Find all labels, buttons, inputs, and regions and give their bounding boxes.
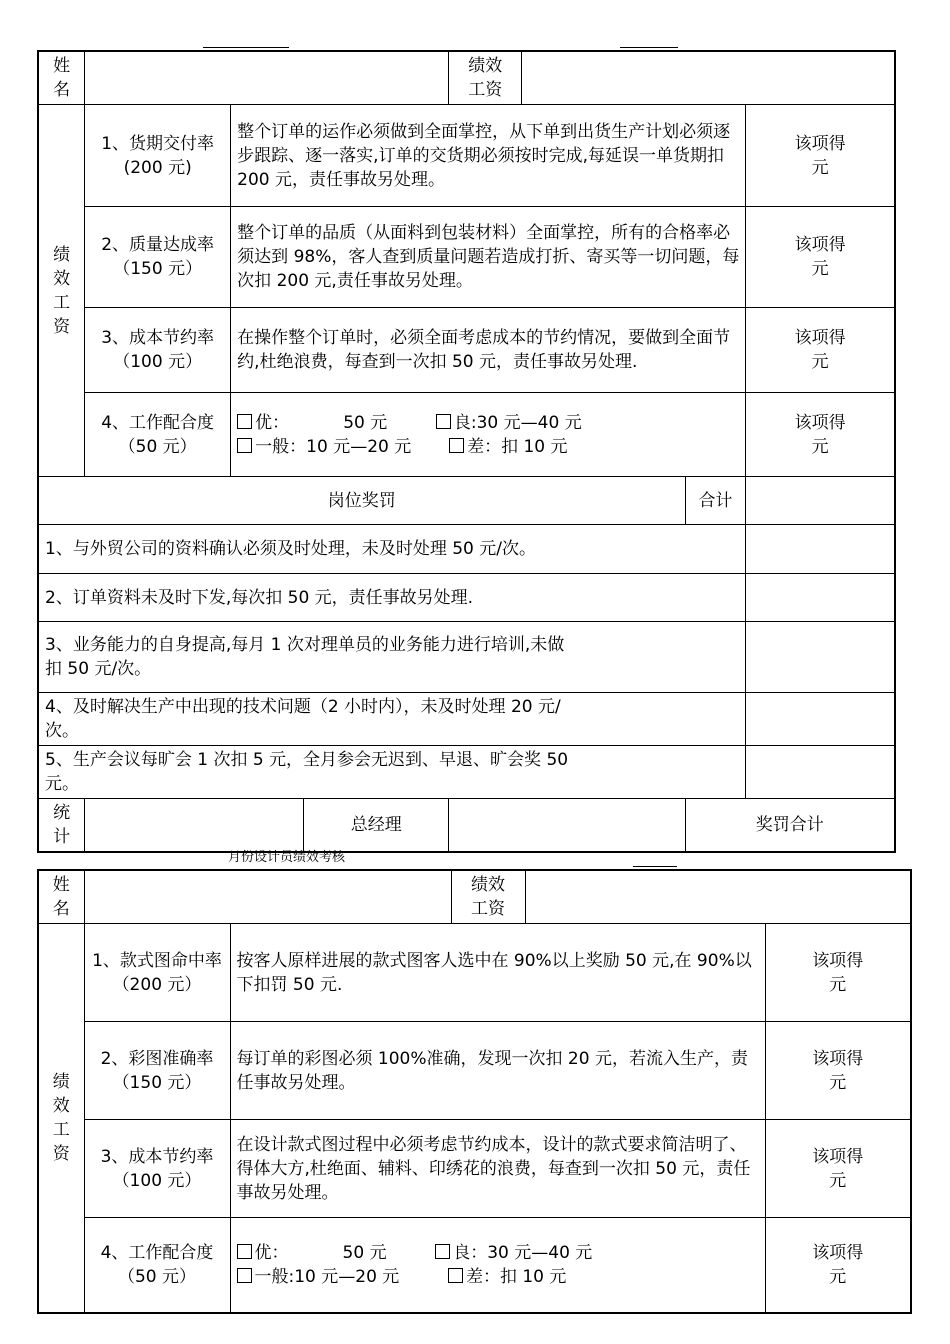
reward-penalty-label: 岗位奖罚 bbox=[38, 477, 685, 525]
item-designer-cooperation-score[interactable]: 该项得 元 bbox=[765, 1218, 911, 1313]
rule-2-value[interactable] bbox=[746, 574, 895, 622]
designer-option-fair: 一般:10 元—20 元 bbox=[254, 1266, 400, 1287]
item-delivery-rate-score[interactable]: 该项得 元 bbox=[746, 105, 895, 207]
designer-option-poor: 差：扣 10 元 bbox=[465, 1266, 567, 1287]
general-manager-label: 总经理 bbox=[304, 799, 449, 853]
rule-4: 4、及时解决生产中出现的技术问题（2 小时内），未及时处理 20 元/ 次。 bbox=[38, 693, 746, 746]
item-cost-saving-rate: 3、成本节约率（100 元） bbox=[85, 308, 231, 393]
designer-pay-label: 绩效 工资 bbox=[451, 870, 525, 924]
rule-3-value[interactable] bbox=[746, 622, 895, 693]
reward-total-label: 奖罚合计 bbox=[685, 799, 895, 853]
mid-rule bbox=[633, 866, 677, 867]
designer-name-label: 姓 名 bbox=[38, 870, 84, 924]
designer-pay-value-cell[interactable] bbox=[525, 870, 911, 924]
performance-pay-label: 绩效 工资 bbox=[449, 51, 522, 105]
designer-checkbox-poor[interactable] bbox=[448, 1268, 463, 1283]
top-rule-left bbox=[203, 47, 289, 48]
item-color-accuracy-desc: 每订单的彩图必须 100%准确，发现一次扣 20 元，若流入生产，责任事故另处理。 bbox=[230, 1022, 765, 1120]
designer-assessment-table bbox=[37, 869, 912, 1314]
item-delivery-rate-desc: 整个订单的运作必须做到全面掌控，从下单到出货生产计划必须逐步跟踪、逐一落实,订单的交货期必须按时完成,每延误一单货期扣 200 元，责任事故另处理。 bbox=[231, 105, 746, 207]
rule-1-value[interactable] bbox=[746, 525, 895, 574]
option-poor: 差：扣 10 元 bbox=[467, 436, 568, 457]
item-style-hit-rate-desc: 按客人原样进展的款式图客人选中在 90%以上奖励 50 元,在 90%以下扣罚 50 元. bbox=[230, 924, 765, 1022]
name-label: 姓 名 bbox=[38, 51, 85, 105]
item-quality-rate: 2、质量达成率（150 元） bbox=[85, 207, 231, 308]
option-fair: 一般：10 元—20 元 bbox=[255, 436, 412, 457]
performance-section-label: 绩 效 工 资 bbox=[38, 105, 85, 477]
rule-5-value[interactable] bbox=[746, 746, 895, 799]
item-cooperation-score[interactable]: 该项得 元 bbox=[746, 393, 895, 477]
checkbox-fair[interactable] bbox=[237, 438, 252, 453]
designer-option-excellent: 优： 50 元 bbox=[254, 1242, 387, 1263]
item-quality-rate-score[interactable]: 该项得 元 bbox=[746, 207, 895, 308]
designer-checkbox-fair[interactable] bbox=[237, 1268, 252, 1283]
cooperation-options bbox=[231, 393, 746, 477]
item-delivery-rate: 1、货期交付率(200 元) bbox=[85, 105, 231, 207]
rule-3: 3、业务能力的自身提高,每月 1 次对理单员的业务能力进行培训,未做 扣 50 元/次。 bbox=[38, 622, 746, 693]
name-value-cell[interactable] bbox=[85, 51, 449, 105]
option-good: 良:30 元—40 元 bbox=[453, 412, 582, 433]
designer-name-value-cell[interactable] bbox=[84, 870, 451, 924]
item-designer-cooperation: 4、工作配合度（50 元） bbox=[84, 1218, 230, 1313]
statistics-label: 统 计 bbox=[38, 799, 85, 853]
rule-2: 2、订单资料未及时下发,每次扣 50 元，责任事故另处理. bbox=[38, 574, 746, 622]
item-designer-cost-saving: 3、成本节约率（100 元） bbox=[84, 1120, 230, 1218]
item-designer-cost-saving-score[interactable]: 该项得 元 bbox=[765, 1120, 911, 1218]
item-designer-cost-saving-desc: 在设计款式图过程中必须考虑节约成本，设计的款式要求简洁明了、得体大方,杜绝面、辅料、印绣花的浪费，每查到一次扣 50 元，责任事故另处理。 bbox=[230, 1120, 765, 1218]
total-label: 合计 bbox=[685, 477, 746, 525]
general-manager-value-cell[interactable] bbox=[449, 799, 685, 853]
item-style-hit-rate: 1、款式图命中率（200 元） bbox=[84, 924, 230, 1022]
option-excellent: 优： 50 元 bbox=[255, 412, 388, 433]
item-quality-rate-desc: 整个订单的品质（从面料到包装材料）全面掌控，所有的合格率必须达到 98%，客人查到质量问题若造成打折、寄买等一切问题，每次扣 200 元,责任事故另处理。 bbox=[231, 207, 746, 308]
section-caption: 月份设计员绩效考核 bbox=[228, 850, 346, 865]
statistics-value-cell[interactable] bbox=[85, 799, 304, 853]
rule-1: 1、与外贸公司的资料确认必须及时处理，未及时处理 50 元/次。 bbox=[38, 525, 746, 574]
item-cooperation: 4、工作配合度（50 元） bbox=[85, 393, 231, 477]
merchandiser-assessment-table bbox=[37, 50, 896, 853]
designer-section-label: 绩 效 工 资 bbox=[38, 924, 84, 1313]
designer-cooperation-options bbox=[230, 1218, 765, 1313]
item-color-accuracy-score[interactable]: 该项得 元 bbox=[765, 1022, 911, 1120]
checkbox-good[interactable] bbox=[436, 414, 451, 429]
designer-checkbox-good[interactable] bbox=[435, 1244, 450, 1259]
designer-option-good: 良：30 元—40 元 bbox=[453, 1242, 593, 1263]
item-style-hit-rate-score[interactable]: 该项得 元 bbox=[765, 924, 911, 1022]
designer-checkbox-excellent[interactable] bbox=[237, 1244, 252, 1259]
item-cost-saving-rate-desc: 在操作整个订单时，必须全面考虑成本的节约情况，要做到全面节约,杜绝浪费，每查到一次扣 50 元，责任事故另处理. bbox=[231, 308, 746, 393]
total-value-cell[interactable] bbox=[746, 477, 895, 525]
rule-4-value[interactable] bbox=[746, 693, 895, 746]
performance-pay-value-cell[interactable] bbox=[522, 51, 895, 105]
checkbox-excellent[interactable] bbox=[237, 414, 252, 429]
top-rule-right bbox=[620, 47, 678, 48]
item-cost-saving-rate-score[interactable]: 该项得 元 bbox=[746, 308, 895, 393]
item-color-accuracy: 2、彩图准确率（150 元） bbox=[84, 1022, 230, 1120]
rule-5: 5、生产会议每旷会 1 次扣 5 元，全月参会无迟到、早退、旷会奖 50 元。 bbox=[38, 746, 746, 799]
checkbox-poor[interactable] bbox=[449, 438, 464, 453]
